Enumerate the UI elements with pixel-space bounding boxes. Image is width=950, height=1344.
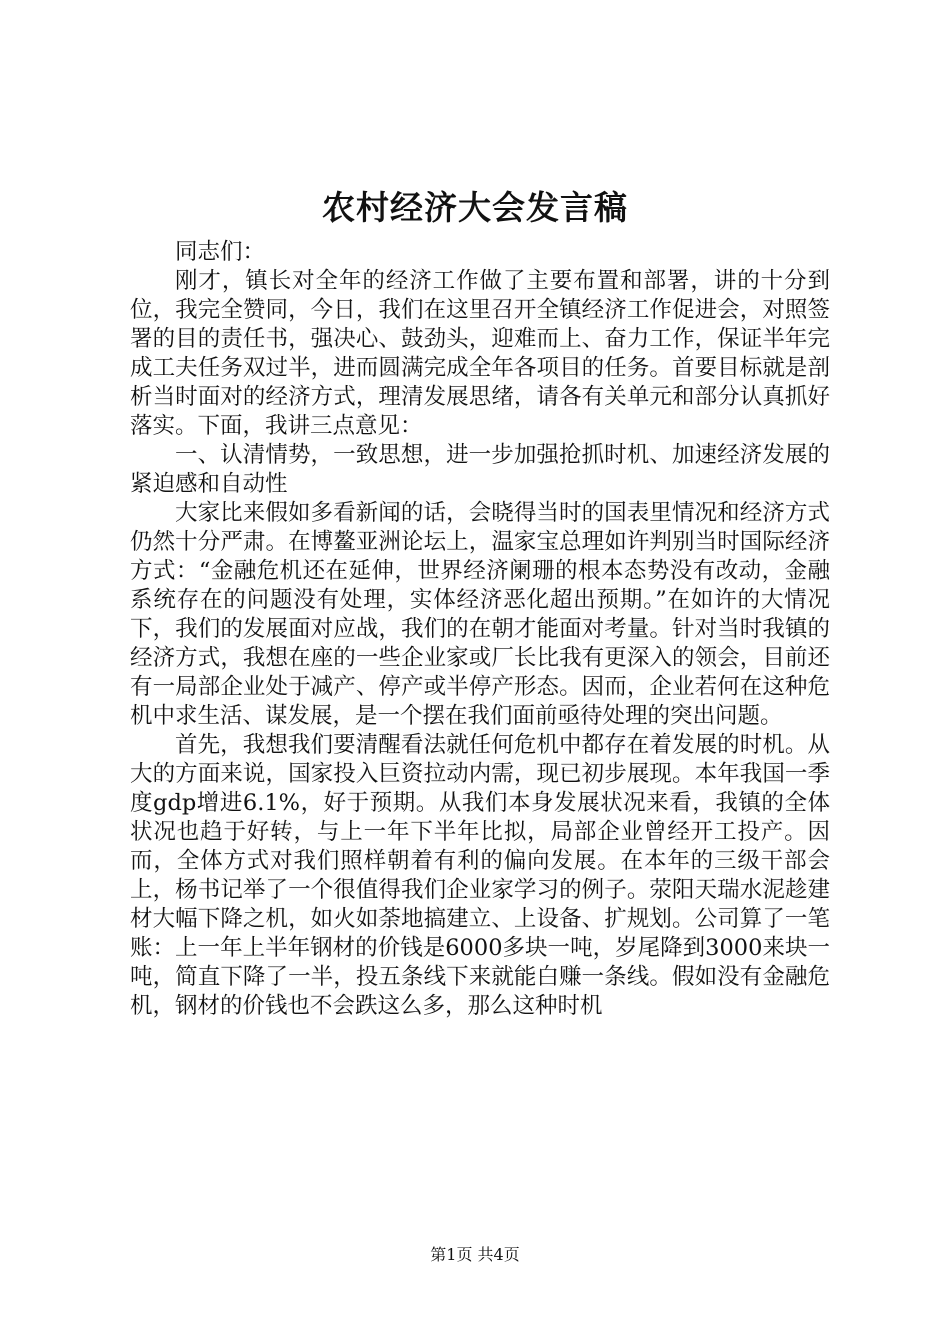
document-title: 农村经济大会发言稿 <box>322 188 628 227</box>
paragraph-situation: 大家比来假如多看新闻的话，会晓得当时的国表里情况和经济方式仍然十分严肃。在博鳌亚洲论坛上，温家宝总理如许判别当时国际经济方式：“金融危机还在延伸，世界经济阑珊的根本态势没有改动，金融系统存在的问题没有处理，实体经济恶化超出预期。”在如许的大情况下，我们的发展面对应战，我们的在朝才能面对考量。针对当时我镇的经济方式，我想在座的一些企业家或厂长比我有更深入的领会，目前还有一局部企业处于减产、停产或半停产形态。因而，企业若何在这种危机中求生活、谋发展，是一个摆在我们面前亟待处理的突出问题。 <box>130 500 830 729</box>
paragraph-opportunity: 首先，我想我们要清醒看法就任何危机中都存在着发展的时机。从大的方面来说，国家投入巨资拉动内需，现已初步展现。本年我国一季度gdp增进6.1%，好于预期。从我们本身发展状况来看，我镇的全体状况也趋于好转，与上一年下半年比拟，局部企业曾经开工投产。因而，全体方式对我们照样朝着有利的偏向发展。在本年的三级干部会上，杨书记举了一个很值得我们企业家学习的例子。荥阳天瑞水泥趁建材大幅下降之机，如火如荼地搞建立、上设备、扩规划。公司算了一笔账：上一年上半年钢材的价钱是6000多块一吨，岁尾降到3000来块一吨，简直下降了一半，投五条线下来就能白赚一条线。假如没有金融危机，钢材的价钱也不会跌这么多，那么这种时机 <box>130 732 830 1019</box>
paragraph-salutation: 同志们： <box>175 239 266 265</box>
paragraph-intro: 刚才，镇长对全年的经济工作做了主要布置和部署，讲的十分到位，我完全赞同，今日，我们在这里召开全镇经济工作促进会，对照签署的目的责任书，强决心、鼓劲头，迎难而上、奋力工作，保证半年完成工夫任务双过半，进而圆满完成全年各项目的任务。首要目标就是剖析当时面对的经济方式，理清发展思绪，请各有关单元和部分认真抓好落实。下面，我讲三点意见： <box>130 268 830 439</box>
section-heading-one: 一、认清情势，一致思想，进一步加强抢抓时机、加速经济发展的紧迫感和自动性 <box>130 442 830 497</box>
document-body <box>130 238 830 1021</box>
page-footer: 第1页 共4页 <box>430 1245 520 1264</box>
